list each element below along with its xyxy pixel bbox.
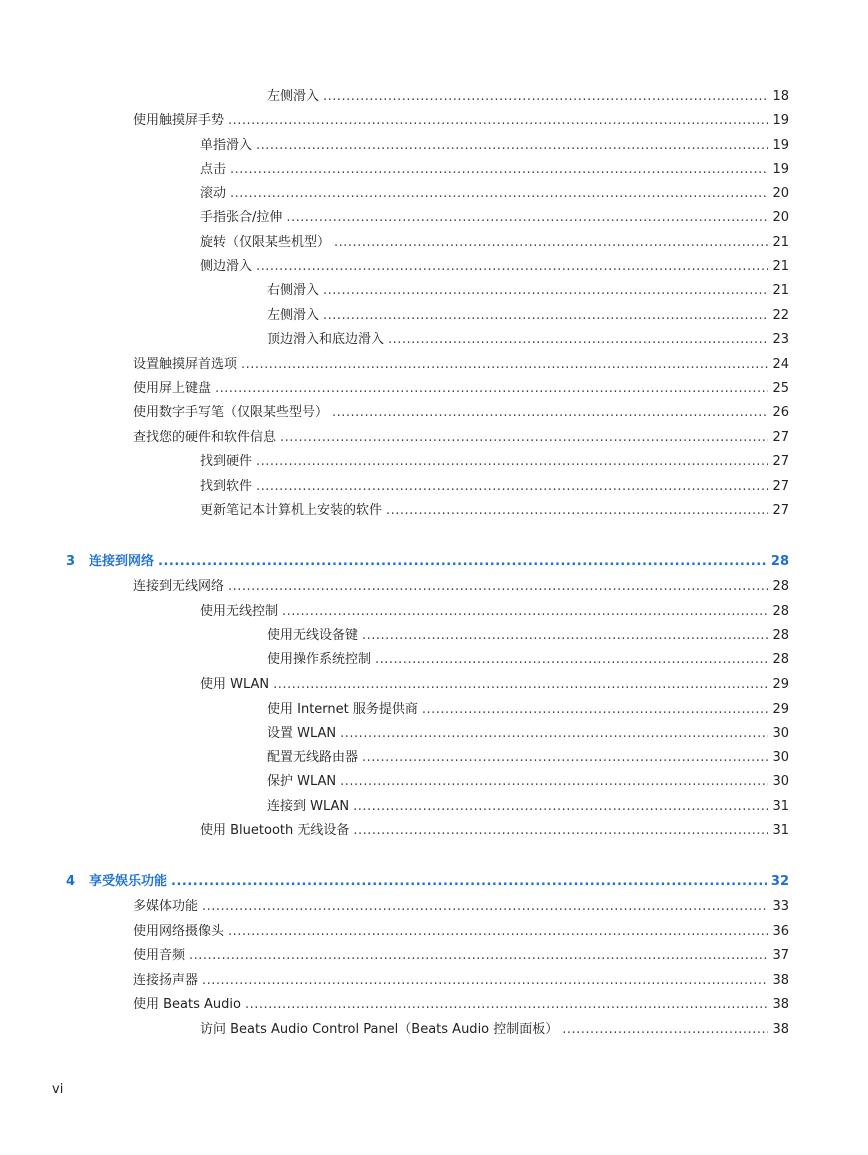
toc-entry-page-number: 26 bbox=[772, 405, 789, 420]
toc-entry-label: 右侧滑入 bbox=[267, 283, 320, 298]
dot-leader bbox=[332, 403, 768, 423]
toc-entry-label: 左侧滑入 bbox=[267, 89, 320, 104]
toc-entry-label: 查找您的硬件和软件信息 bbox=[133, 430, 277, 445]
toc-entry[interactable] bbox=[133, 971, 789, 991]
dot-leader bbox=[189, 946, 768, 966]
dot-leader bbox=[282, 602, 768, 622]
toc-entry-page-number: 36 bbox=[772, 924, 789, 939]
toc-entry-page-number: 19 bbox=[772, 138, 789, 153]
dot-leader bbox=[256, 257, 768, 277]
toc-entry-label: 使用网络摄像头 bbox=[133, 924, 225, 939]
toc-entry[interactable] bbox=[133, 922, 789, 942]
toc-entry-page-number: 27 bbox=[772, 503, 789, 518]
toc-entry[interactable] bbox=[133, 946, 789, 966]
toc-entry-page-number: 22 bbox=[772, 308, 789, 323]
toc-entry-label: 旋转（仅限某些机型） bbox=[200, 235, 331, 250]
toc-entry-label: 点击 bbox=[200, 162, 227, 177]
toc-entry-label: 使用数字手写笔（仅限某些型号） bbox=[133, 405, 329, 420]
toc-entry-page-number: 28 bbox=[772, 604, 789, 619]
dot-leader bbox=[202, 971, 768, 991]
toc-entry[interactable] bbox=[200, 1020, 789, 1040]
toc-entry-page-number: 20 bbox=[772, 186, 789, 201]
toc-entry[interactable] bbox=[267, 772, 789, 792]
dot-leader bbox=[256, 452, 768, 472]
toc-entry-page-number: 23 bbox=[772, 332, 789, 347]
toc-entry[interactable] bbox=[133, 403, 789, 423]
dot-leader bbox=[256, 477, 768, 497]
dot-leader bbox=[202, 897, 768, 917]
toc-entry-label: 找到软件 bbox=[200, 479, 253, 494]
dot-leader bbox=[228, 111, 768, 131]
toc-entry-page-number: 27 bbox=[772, 454, 789, 469]
toc-entry-label: 使用无线设备键 bbox=[267, 628, 359, 643]
toc-entry-page-number: 30 bbox=[772, 726, 789, 741]
toc-entry-label: 访问 Beats Audio Control Panel（Beats Audio 控制面板） bbox=[200, 1022, 559, 1037]
toc-entry-page-number: 24 bbox=[772, 357, 789, 372]
toc-entry-page-number: 38 bbox=[772, 973, 789, 988]
toc-entry-label: 使用 Bluetooth 无线设备 bbox=[200, 823, 350, 838]
dot-leader bbox=[340, 724, 768, 744]
toc-entry[interactable] bbox=[133, 111, 789, 131]
dot-leader bbox=[245, 995, 768, 1015]
toc-entry-page-number: 31 bbox=[772, 799, 789, 814]
toc-entry-label: 连接到网络 bbox=[89, 554, 155, 569]
toc-entry-label: 手指张合/拉伸 bbox=[200, 210, 283, 225]
dot-leader bbox=[286, 208, 768, 228]
toc-entry-page-number: 28 bbox=[772, 628, 789, 643]
toc-entry[interactable] bbox=[133, 355, 789, 375]
dot-leader bbox=[273, 675, 768, 695]
page-number-footer: vi bbox=[52, 1082, 64, 1097]
toc-entry[interactable] bbox=[200, 233, 789, 253]
toc-entry[interactable] bbox=[267, 700, 789, 720]
toc-entry[interactable] bbox=[200, 821, 789, 841]
dot-leader bbox=[353, 797, 768, 817]
toc-entry-page-number: 21 bbox=[772, 283, 789, 298]
toc-entry[interactable] bbox=[267, 87, 789, 107]
toc-entry[interactable] bbox=[267, 626, 789, 646]
toc-entry-label: 使用无线控制 bbox=[200, 604, 279, 619]
dot-leader bbox=[228, 922, 768, 942]
dot-leader bbox=[241, 355, 768, 375]
toc-entry[interactable] bbox=[267, 724, 789, 744]
toc-entry-page-number: 28 bbox=[772, 652, 789, 667]
toc-entry-label: 滚动 bbox=[200, 186, 227, 201]
dot-leader bbox=[362, 748, 768, 768]
toc-entry[interactable] bbox=[267, 281, 789, 301]
toc-entry-page-number: 19 bbox=[772, 162, 789, 177]
toc-entry-label: 设置触摸屏首选项 bbox=[133, 357, 238, 372]
toc-entry-label: 多媒体功能 bbox=[133, 899, 199, 914]
dot-leader bbox=[158, 552, 767, 572]
dot-leader bbox=[230, 184, 768, 204]
toc-entry[interactable] bbox=[200, 257, 789, 277]
toc-entry-label: 左侧滑入 bbox=[267, 308, 320, 323]
toc-entry-page-number: 32 bbox=[770, 874, 789, 889]
toc-entry[interactable] bbox=[133, 379, 789, 399]
toc-entry-page-number: 28 bbox=[770, 554, 789, 569]
toc-entry-page-number: 31 bbox=[772, 823, 789, 838]
toc-entry[interactable] bbox=[133, 897, 789, 917]
toc-entry-page-number: 30 bbox=[772, 774, 789, 789]
dot-leader bbox=[280, 428, 768, 448]
dot-leader bbox=[256, 136, 768, 156]
dot-leader bbox=[215, 379, 768, 399]
toc-chapter-entry[interactable] bbox=[66, 872, 789, 892]
toc-entry-label: 保护 WLAN bbox=[267, 774, 337, 789]
toc-entry-page-number: 21 bbox=[772, 235, 789, 250]
toc-entry-page-number: 29 bbox=[772, 677, 789, 692]
toc-entry[interactable] bbox=[200, 160, 789, 180]
toc-entry[interactable] bbox=[267, 748, 789, 768]
toc-entry-label: 连接到 WLAN bbox=[267, 799, 350, 814]
toc-entry-label: 享受娱乐功能 bbox=[89, 874, 168, 889]
toc-entry-label: 单指滑入 bbox=[200, 138, 253, 153]
toc-entry-page-number: 28 bbox=[772, 579, 789, 594]
toc-entry-page-number: 18 bbox=[772, 89, 789, 104]
toc-entry[interactable] bbox=[267, 650, 789, 670]
toc-entry[interactable] bbox=[200, 602, 789, 622]
toc-entry[interactable] bbox=[200, 477, 789, 497]
toc-entry-page-number: 25 bbox=[772, 381, 789, 396]
dot-leader bbox=[171, 872, 767, 892]
toc-entry-label: 设置 WLAN bbox=[267, 726, 337, 741]
dot-leader bbox=[353, 821, 768, 841]
dot-leader bbox=[375, 650, 768, 670]
dot-leader bbox=[334, 233, 768, 253]
dot-leader bbox=[323, 87, 768, 107]
toc-entry[interactable] bbox=[200, 675, 789, 695]
toc-entry-page-number: 27 bbox=[772, 430, 789, 445]
toc-entry[interactable] bbox=[200, 136, 789, 156]
toc-entry[interactable] bbox=[200, 452, 789, 472]
toc-entry-label: 更新笔记本计算机上安装的软件 bbox=[200, 503, 383, 518]
dot-leader bbox=[388, 330, 768, 350]
toc-entry-label: 使用 WLAN bbox=[200, 677, 270, 692]
toc-entry-label: 使用 Beats Audio bbox=[133, 997, 241, 1012]
toc-entry[interactable] bbox=[200, 184, 789, 204]
toc-entry-page-number: 20 bbox=[772, 210, 789, 225]
toc-entry-page-number: 30 bbox=[772, 750, 789, 765]
dot-leader bbox=[323, 281, 768, 301]
toc-entry-label: 连接到无线网络 bbox=[133, 579, 225, 594]
dot-leader bbox=[562, 1020, 768, 1040]
toc-entry-page-number: 38 bbox=[772, 1022, 789, 1037]
toc-entry-label: 找到硬件 bbox=[200, 454, 253, 469]
toc-entry-label: 使用操作系统控制 bbox=[267, 652, 372, 667]
toc-entry-label: 连接扬声器 bbox=[133, 973, 199, 988]
dot-leader bbox=[228, 577, 768, 597]
toc-entry[interactable] bbox=[133, 995, 789, 1015]
dot-leader bbox=[323, 306, 768, 326]
toc-entry-label: 使用屏上键盘 bbox=[133, 381, 212, 396]
toc-entry-page-number: 33 bbox=[772, 899, 789, 914]
toc-entry-page-number: 27 bbox=[772, 479, 789, 494]
toc-entry[interactable] bbox=[267, 330, 789, 350]
toc-entry-page-number: 38 bbox=[772, 997, 789, 1012]
dot-leader bbox=[340, 772, 768, 792]
toc-entry[interactable] bbox=[267, 797, 789, 817]
dot-leader bbox=[362, 626, 768, 646]
dot-leader bbox=[386, 501, 768, 521]
toc-entry[interactable] bbox=[200, 501, 789, 521]
toc-entry-label: 配置无线路由器 bbox=[267, 750, 359, 765]
chapter-number: 4 bbox=[66, 874, 76, 889]
toc-entry-page-number: 21 bbox=[772, 259, 789, 274]
toc-entry-label: 侧边滑入 bbox=[200, 259, 253, 274]
dot-leader bbox=[422, 700, 769, 720]
toc-entry-page-number: 29 bbox=[772, 702, 789, 717]
toc-entry[interactable] bbox=[133, 577, 789, 597]
toc-entry-label: 使用 Internet 服务提供商 bbox=[267, 702, 418, 717]
dot-leader bbox=[230, 160, 768, 180]
toc-entry-page-number: 37 bbox=[772, 948, 789, 963]
toc-entry[interactable] bbox=[267, 306, 789, 326]
toc-entry-label: 使用音频 bbox=[133, 948, 186, 963]
toc-entry-label: 顶边滑入和底边滑入 bbox=[267, 332, 385, 347]
chapter-number: 3 bbox=[66, 554, 76, 569]
toc-entry[interactable] bbox=[200, 208, 789, 228]
toc-entry[interactable] bbox=[133, 428, 789, 448]
toc-chapter-entry[interactable] bbox=[66, 552, 789, 572]
toc-entry-label: 使用触摸屏手势 bbox=[133, 113, 225, 128]
toc-entry-page-number: 19 bbox=[772, 113, 789, 128]
